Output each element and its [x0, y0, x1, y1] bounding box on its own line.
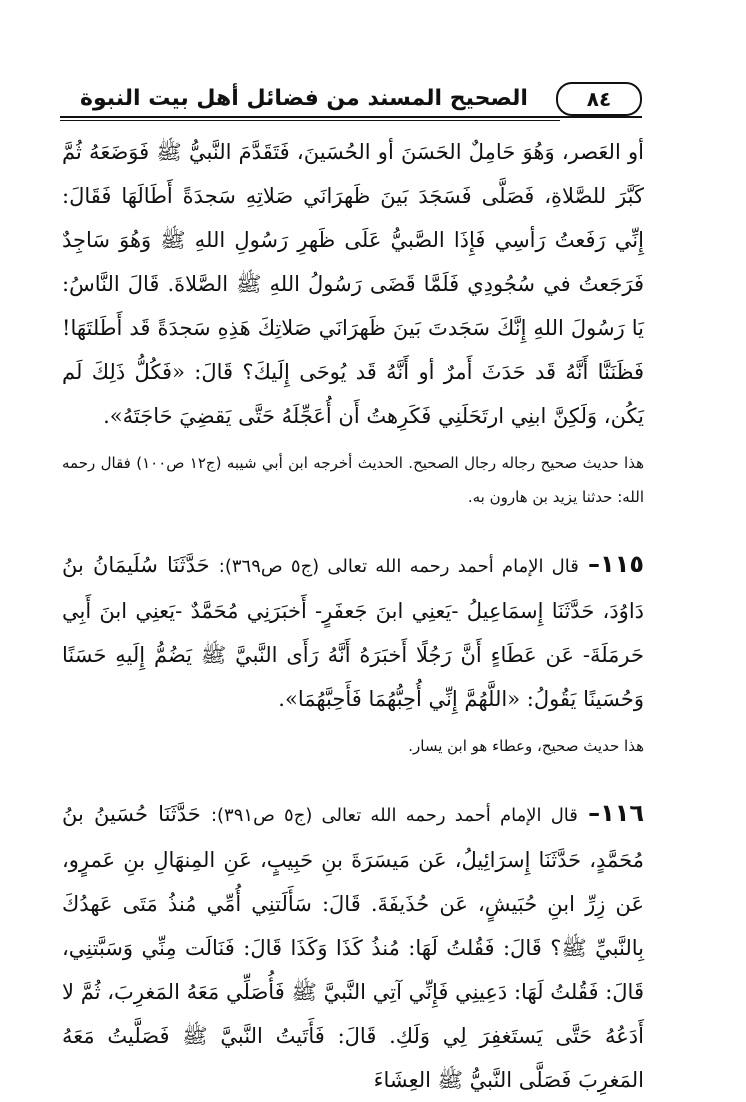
hadith-paragraph [62, 791, 644, 1102]
running-header [60, 82, 642, 118]
hadith-text: حَدَّثَنَا حُسَينُ بنُ مُحَمَّدٍ، حَدَّثَنَا إِسرَائِيلُ، عَن مَيسَرَةَ بنِ حَبِيبٍ، عَنِ المِنهَالِ بنِ عَمرٍو، عَن زِرِّ ابنِ حُبَيشٍ، عَن حُذَيفَةَ. قَالَ: سَأَلَتنِي أُمِّي مُنذُ مَتَى عَهدُكَ بِالنَّبيِّ ﷺ؟ قَالَ: فَقُلتُ لَهَا: مُنذُ كَذَا وَكَذَا قَالَ: فَنَالَت مِنِّي وَسَبَّتنِي، قَالَ: فَقُلتُ لَهَا: دَعِينِي فَإِنِّي آتِي النَّبيَّ ﷺ فَأُصَلِّي مَعَهُ المَغرِبَ، ثُمَّ لا أَدَعُهُ حَتَّى يَستَغفِرَ لِي وَلَكِ. قَالَ: فَأَتَيتُ النَّبيَّ ﷺ فَصَلَّيتُ مَعَهُ المَغرِبَ فَصَلَّى النَّبيُّ ﷺ العِشَاءَ [62, 802, 644, 1092]
grading-note: هذا حديث صحيح رجاله رجال الصحيح. الحديث أخرجه ابن أبي شيبه (ج١٢ ص١٠٠) فقال رحمه الله: حدثنا يزيد بن هارون به. [62, 454, 644, 506]
page-body [62, 130, 644, 1102]
hadith-paragraph [62, 542, 644, 721]
hadith-116 [62, 791, 644, 1102]
hadith-text: أو العَصر، وَهُوَ حَامِلٌ الحَسَنَ أو الحُسَينَ، فَتَقَدَّمَ النَّبيُّ ﷺ فَوَضَعَهُ ثُمَّ كَبَّرَ للصَّلاةِ، فَصَلَّى فَسَجَدَ بَينَ ظَهرَانَي صَلاتِهِ سَجدَةً أَطَالَهَا فَقَالَ: إِنِّي رَفَعتُ رَأسِي فَإِذَا الصَّبيُّ عَلَى ظَهرِ رَسُولِ اللهِ ﷺ وَهُوَ سَاجِدٌ فَرَجَعتُ في سُجُودِي فَلَمَّا قَضَى رَسُولُ اللهِ ﷺ الصَّلاةَ. قَالَ النَّاسُ: يَا رَسُولَ اللهِ إِنَّكَ سَجَدتَ بَينَ ظَهرَانَي صَلاتِكَ هَذِهِ سَجدَةً قَد أَطَلتَهَا! فَظَنَنَّا أَنَّهُ قَد حَدَثَ أَمرٌ أو أَنَّهُ قَد يُوحَى إِلَيكَ؟ قَالَ: «فَكُلُّ ذَلِكَ لَم يَكُن، وَلَكِنَّ ابنِي ارتَحَلَنِي فَكَرِهتُ أَن أُعَجِّلَهُ حَتَّى يَقضِيَ حَاجَتَهُ». [62, 140, 644, 428]
header-rule-thin [60, 120, 560, 121]
page-number: ٨٤ [556, 82, 642, 116]
hadith-source: قال الإمام أحمد رحمه الله تعالى (ج٥ ص٣٩١): [210, 805, 578, 826]
hadith-number: ١١٥– [588, 550, 644, 578]
hadith-number: ١١٦– [588, 799, 645, 827]
book-title: الصحيح المسند من فضائل أهل بيت النبوة [80, 86, 528, 111]
hadith-source: قال الإمام أحمد رحمه الله تعالى (ج٥ ص٣٦٩): [218, 556, 579, 577]
hadith-continuation [62, 130, 644, 514]
header-rule [60, 116, 642, 118]
hadith-text: حَدَّثَنَا سُلَيمَانُ بنُ دَاوُدَ، حَدَّثَنَا إِسمَاعِيلُ -يَعنِي ابنَ جَعفَرٍ- أَخبَرَنِي مُحَمَّدٌ -يَعنِي ابنَ أَبِي حَرمَلَةَ- عَن عَطَاءٍ أَنَّ رَجُلًا أَخبَرَهُ أَنَّهُ رَأَى النَّبيَّ ﷺ يَضُمُّ إِلَيهِ حَسَنًا وَحُسَينًا يَقُولُ: «اللَّهُمَّ إِنِّي أُحِبُّهُمَا فَأَحِبَّهُمَا». [62, 553, 644, 711]
hadith-115 [62, 542, 644, 763]
grading-note: هذا حديث صحيح، وعطاء هو ابن يسار. [408, 737, 644, 755]
